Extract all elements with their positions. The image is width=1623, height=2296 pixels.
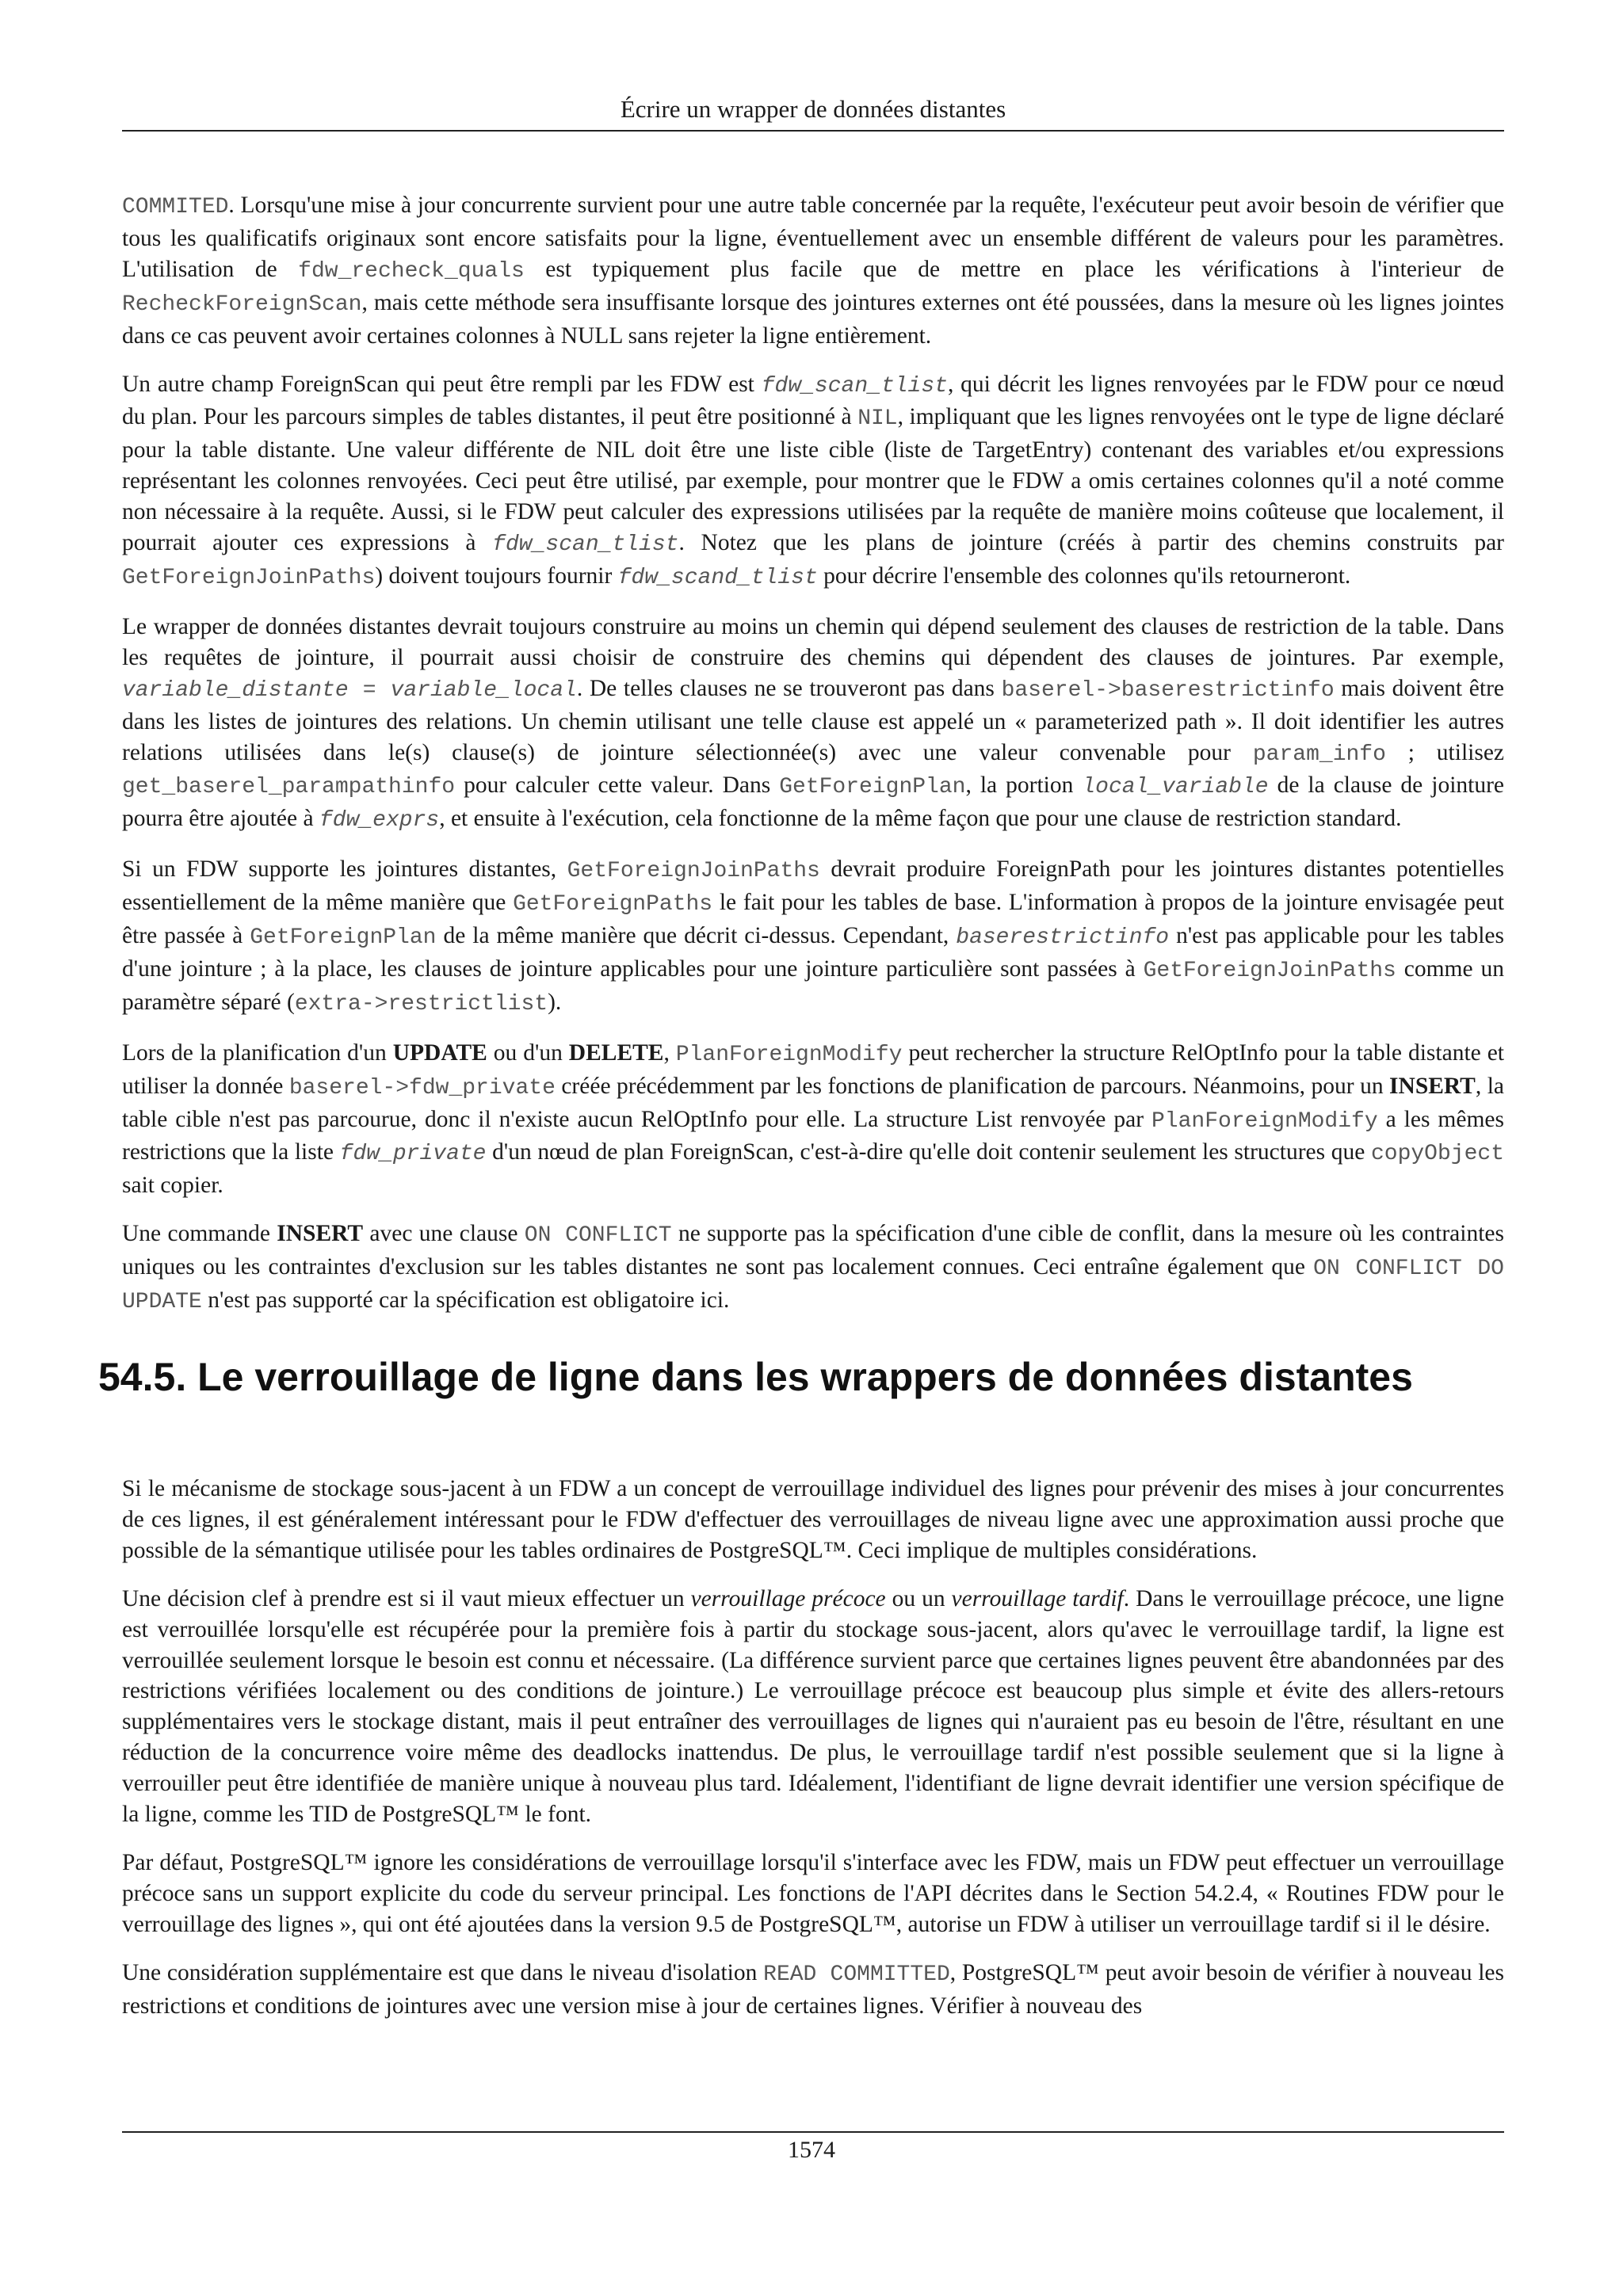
section-heading: 54.5. Le verrouillage de ligne dans les wrappers de données distantes [98,1355,1413,1399]
inline-code: get_baserel_parampathinfo [122,775,456,800]
page-number: 1574 [788,2137,835,2163]
text-run: , qui décrit les lignes renvoyées par le FDW pour ce nœud du plan. Pour les parcours simples de tables distantes, il peut être positionné à [122,371,1504,430]
inline-code-italic: fdw_scan_tlist [761,373,948,399]
text-run: Par défaut, PostgreSQL™ ignore les considérations de verrouillage lorsqu'il s'interface avec les FDW, mais un FDW peut effectuer un verrouillage précoce sans un support explicite du code du serveur principal. Les fonctions de l'API décrites dans le Section 54.2.4, « Routines FDW pour le verrouillage des lignes », qui ont été ajoutées dans la version 9.5 de PostgreSQL™, autorise un FDW à utiliser un verrouillage tardif si il le désire. [122,1849,1504,1937]
inline-code: ON CONFLICT DO UPDATE [122,1257,1504,1315]
text-run: peut rechercher la structure RelOptInfo pour la table distante et utiliser la donnée [122,1039,1504,1099]
running-header: Écrire un wrapper de données distantes [122,93,1504,132]
inline-code: GetForeignJoinPaths [1143,958,1396,983]
inline-code: fdw_recheck_quals [298,258,525,284]
text-run: Une commande [122,1221,277,1247]
section-body-text [122,1474,1504,2039]
text-run: a les mêmes restrictions que la liste [122,1106,1504,1165]
paragraph-2 [122,369,1504,594]
bold-keyword: UPDATE [392,1039,487,1066]
inline-code: extra->restrictlist [294,991,548,1016]
text-run: n'est pas applicable pour les tables d'une jointure ; à la place, les clauses de jointure applicables pour une jointure particulière sont passées à [122,923,1504,982]
body-text [122,190,1504,1336]
inline-code: GetForeignPlan [250,925,437,951]
inline-code: baserel->baserestrictinfo [1001,677,1335,703]
text-run: ou un [885,1585,952,1611]
text-run: , la table cible n'est pas parcourue, donc il n'existe aucun RelOptInfo pour elle. La structure List renvoyée par [122,1073,1504,1132]
text-run: Lors de la planification d'un [122,1039,393,1066]
text-run: , [663,1039,676,1066]
text-run: , mais cette méthode sera insuffisante lorsque des jointures externes ont été poussées, dans la mesure où les lignes jointes dans ce cas peuvent avoir certaines colonnes à NULL sans rejeter la ligne entièrement. [122,289,1504,349]
inline-code: READ COMMITTED [763,1962,950,1987]
paragraph-4 [122,854,1504,1020]
text-run: ). [548,989,562,1015]
inline-code: param_info [1252,742,1386,767]
inline-code-italic: fdw_exprs [319,808,440,833]
bold-keyword: INSERT [1389,1073,1476,1099]
text-run: Si un FDW supporte les jointures distantes, [122,856,567,883]
emphasis: verrouillage précoce [690,1585,886,1611]
inline-code-italic: fdw_private [339,1142,487,1167]
text-run: . De telles clauses ne se trouveront pas dans [576,675,1002,701]
text-run: ; utilisez [1385,739,1505,765]
text-run: comme un paramètre séparé ( [122,955,1504,1015]
text-run: Une décision clef à prendre est si il vaut mieux effectuer un [122,1585,691,1611]
paragraph-5 [122,1038,1504,1202]
inline-code-italic: fdw_scand_tlist [617,565,818,590]
text-run: Une considération supplémentaire est que dans le niveau d'isolation [122,1959,764,1985]
paragraph-6 [122,1219,1504,1318]
inline-code: COMMITED [122,195,229,219]
text-run: avec une clause [363,1221,525,1247]
inline-code: PlanForeignModify [1151,1108,1378,1134]
section-paragraph-4 [122,1958,1504,2022]
inline-code-italic: fdw_scan_tlist [492,532,679,558]
bold-keyword: INSERT [277,1221,364,1247]
inline-code-italic: local_variable [1082,775,1269,800]
text-run: Le wrapper de données distantes devrait toujours construire au moins un chemin qui dépend seulement des clauses de restriction de la table. Dans les requêtes de jointure, il pourrait aussi choisir de construire des chemins qui dépendent des clauses de jointures. Par exemple, [122,613,1504,670]
text-run: le fait pour les tables de base. L'information à propos de la jointure envisagée peut être passée à [122,890,1504,949]
inline-code: ON CONFLICT [524,1223,672,1249]
inline-code: copyObject [1370,1142,1504,1167]
text-run: mais doivent être dans les listes de jointures des relations. Un chemin utilisant une telle clause est appelé un « parameterized path ». Il doit identifier les autres relations utilisées dans le(s) clause(s) de jointure sélectionnée(s) avec une valeur convenable pour [122,675,1504,765]
inline-code: PlanForeignModify [675,1042,903,1067]
paragraph-3 [122,612,1504,837]
inline-code: RecheckForeignScan [122,292,362,317]
emphasis: verrouillage tardif [951,1585,1124,1611]
text-run: , impliquant que les lignes renvoyées ont le type de ligne déclaré pour la table distante. Une valeur différente de NIL doit être une liste cible (liste de TargetEntry) contenant des variables et/ou expressions représentant les colonnes renvoyées. Ceci peut être utilisé, par exemple, pour montrer que le FDW a omis certaines colonnes qu'il a noté comme non nécessaire à la requête. Aussi, si le FDW peut calculer des expressions utilisées par la requête de manière moins coûteuse que localement, il pourrait ajouter ces expressions à [122,404,1504,556]
text-run: créée précédemment par les fonctions de planification de parcours. Néanmoins, pour un [555,1073,1390,1099]
bold-keyword: DELETE [568,1039,664,1066]
text-run: ou d'un [487,1039,569,1066]
text-run: , et ensuite à l'exécution, cela fonctionne de la même façon que pour une clause de restriction standard. [439,806,1402,832]
text-run: , PostgreSQL™ peut avoir besoin de vérifier à nouveau les restrictions et conditions de jointures avec une version mise à jour de certaines lignes. Vérifier à nouveau des [122,1959,1504,2019]
inline-code: baserel->fdw_private [288,1075,556,1100]
section-paragraph-3 [122,1848,1504,1940]
text-run: ) doivent toujours fournir [375,563,618,589]
text-run: de la même manière que décrit ci-dessus. Cependant, [436,923,957,949]
text-run: . Lorsqu'une mise à jour concurrente survient pour une autre table concernée par la requête, l'exécuteur peut avoir besoin de vérifier que tous les qualificatifs originaux sont encore satisfaits pour la ligne, éventuellement avec un ensemble différent de valeurs pour les paramètres. L'utilisation de [122,193,1504,282]
section-paragraph-2 [122,1584,1504,1830]
text-run: ne supporte pas la spécification d'une cible de conflit, dans la mesure où les contraintes uniques ou les contraintes d'exclusion sur les tables distantes ne sont pas localement connues. Ceci entraîne également que [122,1221,1504,1280]
text-run: d'un nœud de plan ForeignScan, c'est-à-dire qu'elle doit contenir seulement les structures que [486,1139,1371,1165]
text-run: est typiquement plus facile que de mettre en place les vérifications à l'interieur de [524,256,1504,282]
text-run: Si le mécanisme de stockage sous-jacent à un FDW a un concept de verrouillage individuel des lignes pour prévenir des mises à jour concurrentes de ces lignes, il est généralement intéressant pour le FDW d'effectuer des verrouillages de niveau ligne avec une approximation aussi proche que possible de la sémantique utilisée pour les tables ordinaires de PostgreSQL™. Ceci implique de multiples considérations. [122,1476,1504,1563]
inline-code: GetForeignPaths [513,892,713,917]
text-run: de la clause de jointure pourra être ajoutée à [122,772,1504,832]
paragraph-1 [122,190,1504,352]
inline-code-italic: variable_distante = variable_local [122,677,577,703]
text-run: n'est pas supporté car la spécification est obligatoire ici. [201,1287,730,1314]
footer-rule [122,2131,1504,2133]
inline-code: GetForeignJoinPaths [122,565,376,590]
text-run: pour décrire l'ensemble des colonnes qu'ils retourneront. [817,563,1351,589]
inline-code: GetForeignPlan [779,775,966,800]
text-run: devrait produire ForeignPath pour les jointures distantes potentielles essentiellement de la même manière que [122,856,1504,916]
text-run: Un autre champ ForeignScan qui peut être rempli par les FDW est [122,371,762,397]
section-paragraph-1 [122,1474,1504,1566]
text-run: . Notez que les plans de jointure (créés à partir des chemins construits par [678,530,1504,556]
text-run: sait copier. [122,1173,223,1199]
text-run: , la portion [965,772,1083,799]
inline-code: GetForeignJoinPaths [567,859,820,884]
text-run: . Dans le verrouillage précoce, une ligne est verrouillée lorsqu'elle est récupérée pour la première fois à partir du stockage sous-jacent, alors qu'avec le verrouillage tardif, la ligne est verrouillée seulement lorsque le besoin est connu et nécessaire. (La différence survient parce que certaines lignes peuvent être abandonnées par des restrictions vérifiées localement ou des conditions de jointure.) Le verrouillage précoce est beaucoup plus simple et évite des allers-retours supplémentaires vers le stockage distant, mais il peut entraîner des verrouillages de lignes qui n'auraient pas eu besoin de l'être, résultant en une réduction de la concurrence voire même des deadlocks inattendus. De plus, le verrouillage tardif n'est possible seulement que si la ligne à verrouiller peut être identifiée de manière unique à nouveau plus tard. Idéalement, l'identifiant de ligne devrait identifier une version spécifique de la ligne, comme les TID de PostgreSQL™ le font. [122,1585,1504,1828]
inline-code-italic: baserestrictinfo [956,925,1170,951]
inline-code: NIL [857,406,898,432]
text-run: pour calculer cette valeur. Dans [455,772,780,799]
